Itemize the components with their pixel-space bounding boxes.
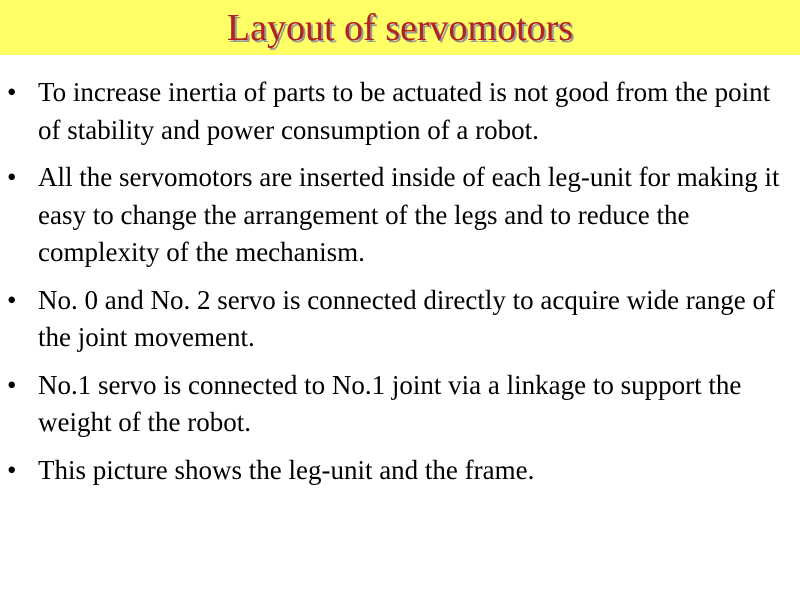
bullet-text: No. 0 and No. 2 servo is connected directly to acquire wide range of the joint movement. [38,284,776,352]
bullet-marker: • [7,77,17,107]
bullet-item [0,367,800,442]
bullet-text: To increase inertia of parts to be actuated is not good from the point of stability and power consumption of a robot. [38,77,771,145]
slide-title: Layout of servomotors [226,7,574,49]
bullet-text: No.1 servo is connected to No.1 joint via a linkage to support the weight of the robot. [38,369,742,437]
bullet-item [0,74,800,149]
bullet-item [0,452,800,490]
bullet-marker: • [7,284,17,315]
bullet-marker: • [7,369,17,400]
bullet-text: All the servomotors are inserted inside of each leg-unit for making it easy to change the arrangement of the legs and to reduce the complexity of the mechanism. [38,162,780,267]
bullet-list [0,74,800,499]
bullet-item [0,159,800,272]
bullet-text: This picture shows the leg-unit and the frame. [38,454,535,485]
bullet-marker: • [7,454,17,485]
title-bar [0,0,800,55]
bullet-item [0,282,800,357]
bullet-marker: • [7,162,17,192]
